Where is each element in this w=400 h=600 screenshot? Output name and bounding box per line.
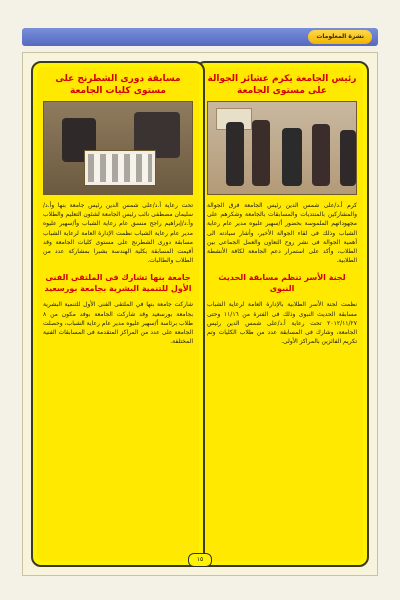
right-article-photo — [207, 101, 357, 195]
photo-person-figure — [340, 130, 356, 186]
left-subarticle-body: شاركت جامعة بنها في الملتقى الفنى الأول للتنمية البشرية بجامعة بورسعيد وقد شاركت الجامعة بوفد مكون من ٨ طلاب برئاسة أ/سهير عليوه مدير عام رعاية الشباب، وحصلت الجامعة على عدد من المراكز المتقدمة فى المسابقات الفنية المختلفة. — [43, 301, 193, 346]
right-subarticle-title: لجنة الأسر تنظم مسابقة الحديث النبوى — [218, 273, 346, 294]
right-article-title: رئيس الجامعة يكرم عشائر الجوالة على مستوى الجامعة — [207, 74, 357, 96]
photo-person-figure — [252, 120, 270, 186]
left-article-panel — [31, 61, 205, 567]
left-subarticle-title: جامعة بنها تشارك فى الملتقى الفنى الأول للتنمية البشرية بجامعة بورسعيد — [44, 273, 192, 294]
right-subarticle-body: نظمت لجنة الأسر الطلابية بالإدارة العامة لرعاية الشباب مسابقة الحديث النبوى وذلك فى الفترة من ١١/١٦ وحتى ٢٠١٢/١١/٢٧ تحت رعاية أ.د/على شمس الدين رئيس الجامعة، وشارك فى المسابقة عدد من طلاب الكليات وتم تكريم الفائزين بالمراكز الأولى. — [207, 301, 358, 346]
right-article-panel — [195, 61, 369, 567]
right-article-body: كرم أ.د/على شمس الدين رئيس الجامعة فرق الجوالة والمشاركين بالمنتديات والمسابقات بالجامعة وشكرهم على مجهوداتهم الملموسة بحضور أ/سهير عليوه مدير عام رعاية الشباب وذلك فى لقاء الجوالة الأخير، وأشار سيادته الى أهمية الجوالة فى نشر روح التعاون والعمل الجماعى بين الطلاب، وأكد على استمرار دعم الجامعة لكافة الأنشطة الطلابية. — [207, 202, 357, 265]
chess-board-decoration — [84, 150, 156, 186]
left-article-body: تحت رعاية أ.د/على شمس الدين رئيس جامعة بنها وأ.د/سليمان مصطفى نائب رئيس الجامعة لشئون التعليم والطلاب وأ.د/إبراهيم راجح منسق عام رعاية الشباب وأ/سهير عليوه مدير عام رعاية الشباب نظمت الإدارة العامة لرعاية الشباب مسابقة دورى الشطرنج على مستوى كليات الجامعة وقد أقيمت المسابقة بكلية الهندسة بشبرا بمشاركة عدد من الطلاب والطالبات. — [43, 202, 193, 265]
photo-person-figure — [312, 124, 330, 186]
header-bar — [22, 28, 378, 46]
page-content — [22, 52, 378, 576]
left-article-title: مسابقة دورى الشطرنج على مستوى كليات الجامعة — [55, 74, 181, 96]
page-number: ١٥ — [188, 553, 212, 567]
photo-person-figure — [226, 122, 244, 186]
left-article-photo — [43, 101, 193, 195]
right-article-inner — [201, 67, 363, 561]
left-article-inner — [37, 67, 199, 561]
newsletter-badge: نشرة المعلومات — [308, 30, 372, 44]
photo-person-figure — [282, 128, 302, 186]
